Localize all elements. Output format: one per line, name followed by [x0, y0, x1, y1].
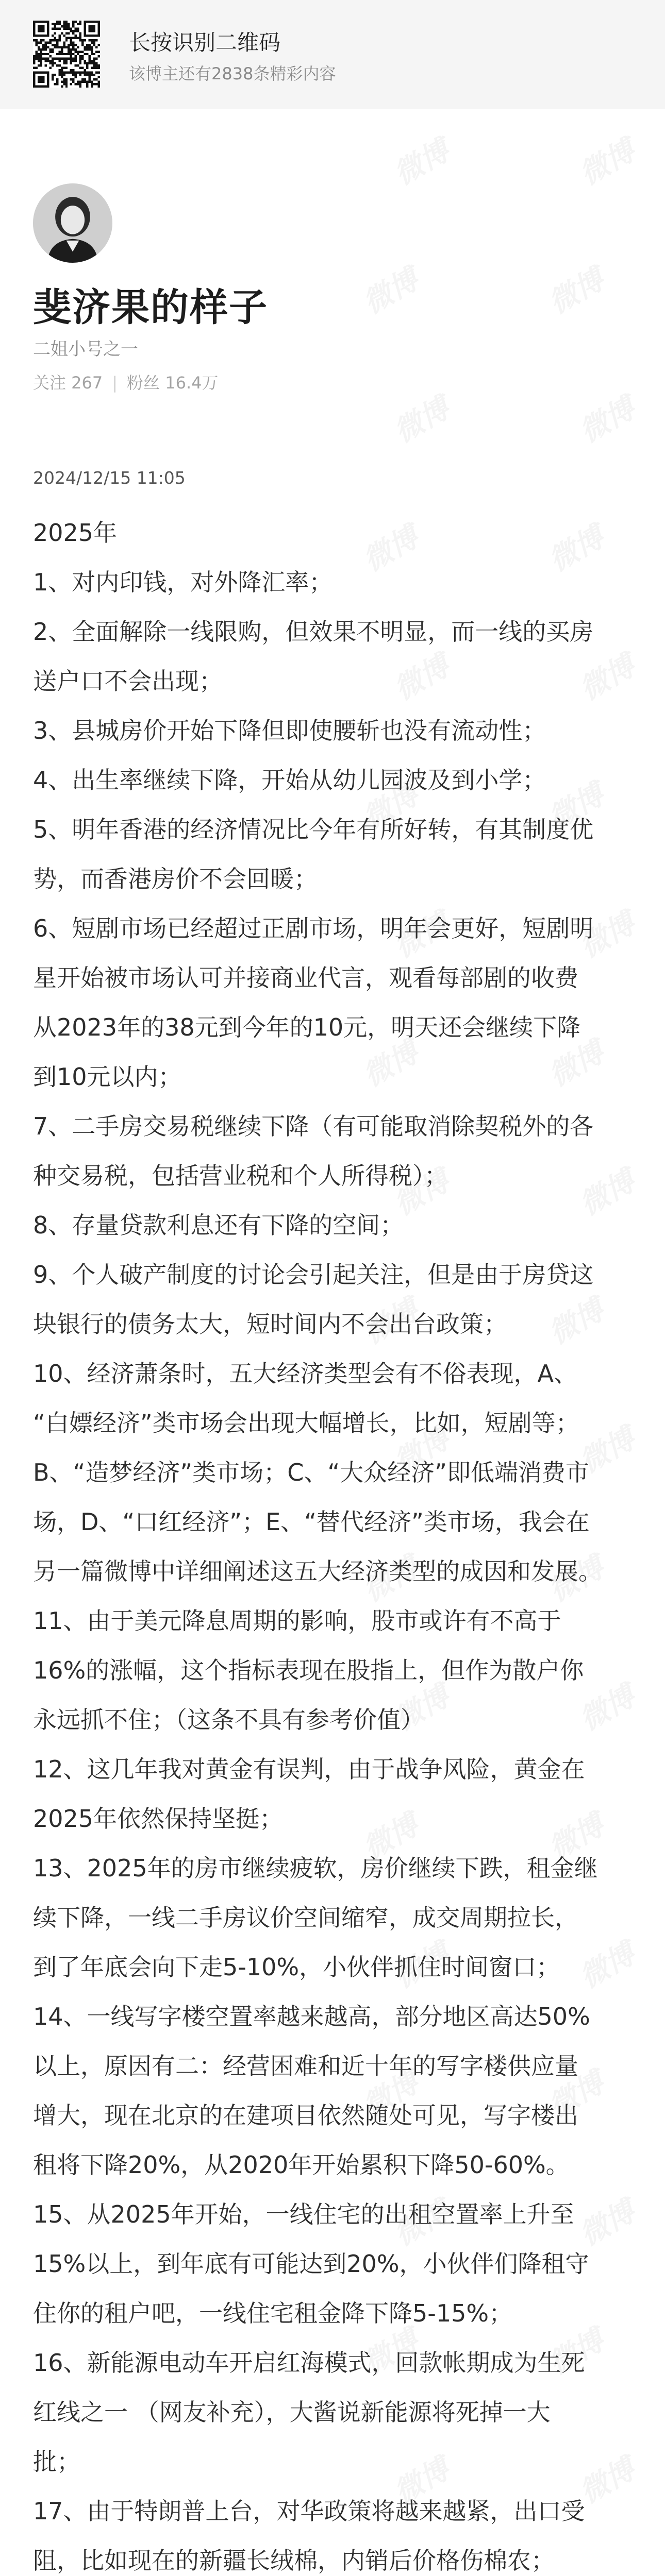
post-line: 17、由于特朗普上台，对华政策将越来越紧，出口受: [33, 2497, 585, 2525]
post-line: 批；: [33, 2448, 80, 2476]
author-name[interactable]: 斐济果的样子: [33, 285, 268, 330]
post-line: 13、2025年的房市继续疲软，房价继续下跌，租金继: [33, 1854, 598, 1882]
fans-count: 粉丝 16.4万: [127, 373, 219, 393]
post-line: 块银行的债务太大，短时间内不会出台政策；: [33, 1310, 507, 1338]
watermark-text: [571, 386, 642, 450]
post-line: 4、出生率继续下降，开始从幼儿园波及到小学；: [33, 766, 546, 794]
post-line: 增大，现在北京的在建项目依然随处可见，写字楼出: [33, 2102, 578, 2129]
post-line: 种交易税，包括营业税和个人所得税）；: [33, 1162, 448, 1190]
post-line: 永远抓不住；（这条不具有参考价值）: [33, 1706, 424, 1734]
post-line: 势，而香港房价不会回暖；: [33, 865, 318, 893]
watermark-text: [571, 128, 642, 193]
post-line: 16、新能源电动车开启红海模式，回款帐期成为生死: [33, 2349, 585, 2377]
watermark-text: [386, 386, 456, 450]
post-line: 到10元以内；: [33, 1063, 182, 1091]
post-line: 10、经济萧条时，五大经济类型会有不俗表现，A、: [33, 1360, 578, 1387]
post-line: 住你的租户吧，一线住宅租金降下降5-15%；: [33, 2299, 513, 2327]
watermark-text: [355, 257, 425, 321]
post-line: 16%的涨幅，这个指标表现在股指上，但作为散户你: [33, 1656, 584, 1684]
post-line: 续下降，一线二手房议价空间缩窄，成交周期拉长，: [33, 1904, 578, 1931]
post-line: 2、全面解除一线限购，但效果不明显，而一线的买房: [33, 618, 594, 646]
avatar[interactable]: [33, 183, 112, 263]
post-line: 6、短剧市场已经超过正剧市场，明年会更好，短剧明: [33, 914, 594, 942]
post-line: 2025年: [33, 519, 118, 547]
post-line: “白嫖经济”类市场会出现大幅增长，比如，短剧等；: [33, 1409, 579, 1437]
author-subtitle: 二姐小号之一: [33, 339, 138, 360]
post-line: 14、一线写字楼空置率越来越高，部分地区高达50%: [33, 2003, 590, 2030]
post-line: 3、县城房价开始下降但即使腰斩也没有流动性；: [33, 717, 546, 744]
post-line: 15%以上，到年底有可能达到20%，小伙伴们降租守: [33, 2250, 589, 2278]
post-line: B、“造梦经济”类市场；C、“大众经济”即低端消费市: [33, 1459, 590, 1486]
post-line: 8、存量贷款利息还有下降的空间；: [33, 1211, 404, 1239]
follow-count: 关注 267: [33, 373, 103, 393]
post-date: 2024/12/15 11:05: [33, 468, 186, 488]
banner-subtitle: 该博主还有2838条精彩内容: [129, 64, 336, 83]
qr-banner: [0, 0, 665, 109]
post-line: 以上，原因有二：经营困难和近十年的写字楼供应量: [33, 2052, 578, 2080]
post-line: 场，D、“口红经济”；E、“替代经济”类市场，我会在: [33, 1508, 590, 1536]
watermark-text: [540, 257, 611, 321]
watermark-text: [386, 128, 456, 193]
divider: |: [112, 373, 118, 393]
post-line: 7、二手房交易税继续下降（有可能取消除契税外的各: [33, 1112, 594, 1140]
post-line: 15、从2025年开始，一线住宅的出租空置率上升至: [33, 2200, 574, 2228]
post-line: 5、明年香港的经济情况比今年有所好转，有其制度优: [33, 816, 594, 843]
post-line: 送户口不会出现；: [33, 667, 223, 695]
post-line: 阻，比如现在的新疆长绒棉，内销后价格伤棉农；: [33, 2547, 555, 2574]
post-line: 红线之一 （网友补充），大酱说新能源将死掉一大: [33, 2398, 551, 2426]
author-stats: [33, 370, 218, 394]
post-line: 12、这几年我对黄金有误判，由于战争风险，黄金在: [33, 1755, 585, 1783]
post-line: 到了年底会向下走5-10%，小伙伴抓住时间窗口；: [33, 1953, 560, 1981]
post-line: 2025年依然保持坚挺；: [33, 1805, 284, 1833]
post-body: [33, 508, 633, 2576]
post-line: 星开始被市场认可并接商业代言，观看每部剧的收费: [33, 964, 578, 992]
post-line: 另一篇微博中详细阐述这五大经济类型的成因和发展。: [33, 1557, 602, 1585]
post-line: 从2023年的38元到今年的10元，明天还会继续下降: [33, 1013, 581, 1041]
banner-title: 长按识别二维码: [129, 30, 281, 55]
post-line: 9、个人破产制度的讨论会引起关注，但是由于房贷这: [33, 1261, 594, 1289]
post-line: 1、对内印钱，对外降汇率；: [33, 568, 333, 596]
post-line: 11、由于美元降息周期的影响，股市或许有不高于: [33, 1607, 561, 1635]
qr-code-icon[interactable]: [33, 21, 100, 88]
post-line: 租将下降20%，从2020年开始累积下降50-60%。: [33, 2151, 570, 2179]
